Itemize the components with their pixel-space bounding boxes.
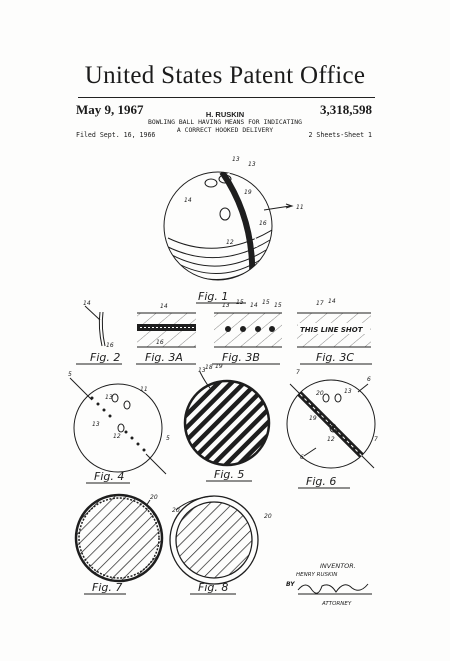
svg-text:15: 15 [274,302,282,309]
fig-2-label: Fig. 2 [90,351,121,364]
svg-text:5: 5 [166,435,170,442]
fig-6-label: Fig. 6 [306,475,337,488]
svg-text:19: 19 [309,415,317,422]
svg-text:19: 19 [215,363,223,370]
svg-text:13: 13 [105,394,113,401]
sheet-count: 2 Sheets-Sheet 1 [308,131,372,139]
svg-text:7: 7 [296,369,300,376]
fig-7-label: Fig. 7 [92,581,123,594]
inventor-caption: INVENTOR. [320,562,356,570]
svg-text:12: 12 [113,433,121,440]
svg-text:16: 16 [106,342,114,349]
figure-7 [76,494,162,594]
svg-text:11: 11 [140,386,148,393]
fig-3c-label: Fig. 3C [316,351,355,364]
svg-text:12: 12 [327,436,335,443]
svg-text:13: 13 [222,302,230,309]
svg-text:5: 5 [68,371,72,378]
attorney-signature [298,584,368,593]
figure-3a [136,303,196,364]
figure-2 [76,300,122,364]
svg-text:20: 20 [150,494,158,501]
patent-title-line-1: BOWLING BALL HAVING MEANS FOR INDICATING [148,118,302,126]
figure-5 [185,363,269,481]
svg-text:20: 20 [172,507,180,514]
fig-1-label: Fig. 1 [198,290,229,303]
fig-8-label: Fig. 8 [198,581,229,594]
signature-inventor-name: HENRY RUSKIN [296,572,338,578]
svg-text:13: 13 [344,388,352,395]
svg-text:19: 19 [244,189,252,196]
attorney-caption: ATTORNEY [322,601,352,607]
svg-text:11: 11 [296,204,304,211]
figure-4 [68,371,170,483]
svg-text:14: 14 [250,302,258,309]
fig-4-label: Fig. 4 [94,470,125,483]
svg-text:13: 13 [248,161,256,168]
svg-text:17: 17 [316,300,324,307]
svg-text:15: 15 [262,299,270,306]
signature-block [286,562,372,607]
figure-3c [297,298,372,364]
svg-text:16: 16 [259,220,267,227]
figure-8 [170,496,272,594]
svg-text:6: 6 [300,454,304,461]
svg-text:13: 13 [198,367,206,374]
figure-6 [287,369,378,488]
fig-5-label: Fig. 5 [214,468,245,481]
fig-3c-band-text: THIS LINE SHOT [300,326,363,334]
svg-text:14: 14 [160,303,168,310]
svg-text:18: 18 [205,364,213,371]
svg-text:14: 14 [184,197,192,204]
svg-text:13: 13 [232,156,240,163]
figure-1-bowling-ball [164,156,304,303]
svg-text:15: 15 [236,299,244,306]
figure-3b [212,299,282,364]
svg-text:14: 14 [83,300,91,307]
svg-text:14: 14 [328,298,336,305]
svg-text:13: 13 [92,421,100,428]
patent-title-line-2: A CORRECT HOOKED DELIVERY [176,126,274,134]
svg-text:16: 16 [156,339,164,346]
by-label: BY [286,581,295,588]
filing-date: Filed Sept. 16, 1966 [76,131,156,139]
svg-text:6: 6 [367,376,371,383]
svg-text:12: 12 [226,239,234,246]
patent-date: May 9, 1967 [76,102,144,117]
patent-number: 3,318,598 [320,102,372,117]
svg-text:20: 20 [316,390,324,397]
fig-3a-label: Fig. 3A [145,351,183,364]
svg-text:20: 20 [264,513,272,520]
svg-text:7: 7 [374,436,378,443]
patent-office-heading: United States Patent Office [84,62,366,89]
fig-3b-label: Fig. 3B [222,351,260,364]
inventor-name: H. RUSKIN [205,110,245,119]
